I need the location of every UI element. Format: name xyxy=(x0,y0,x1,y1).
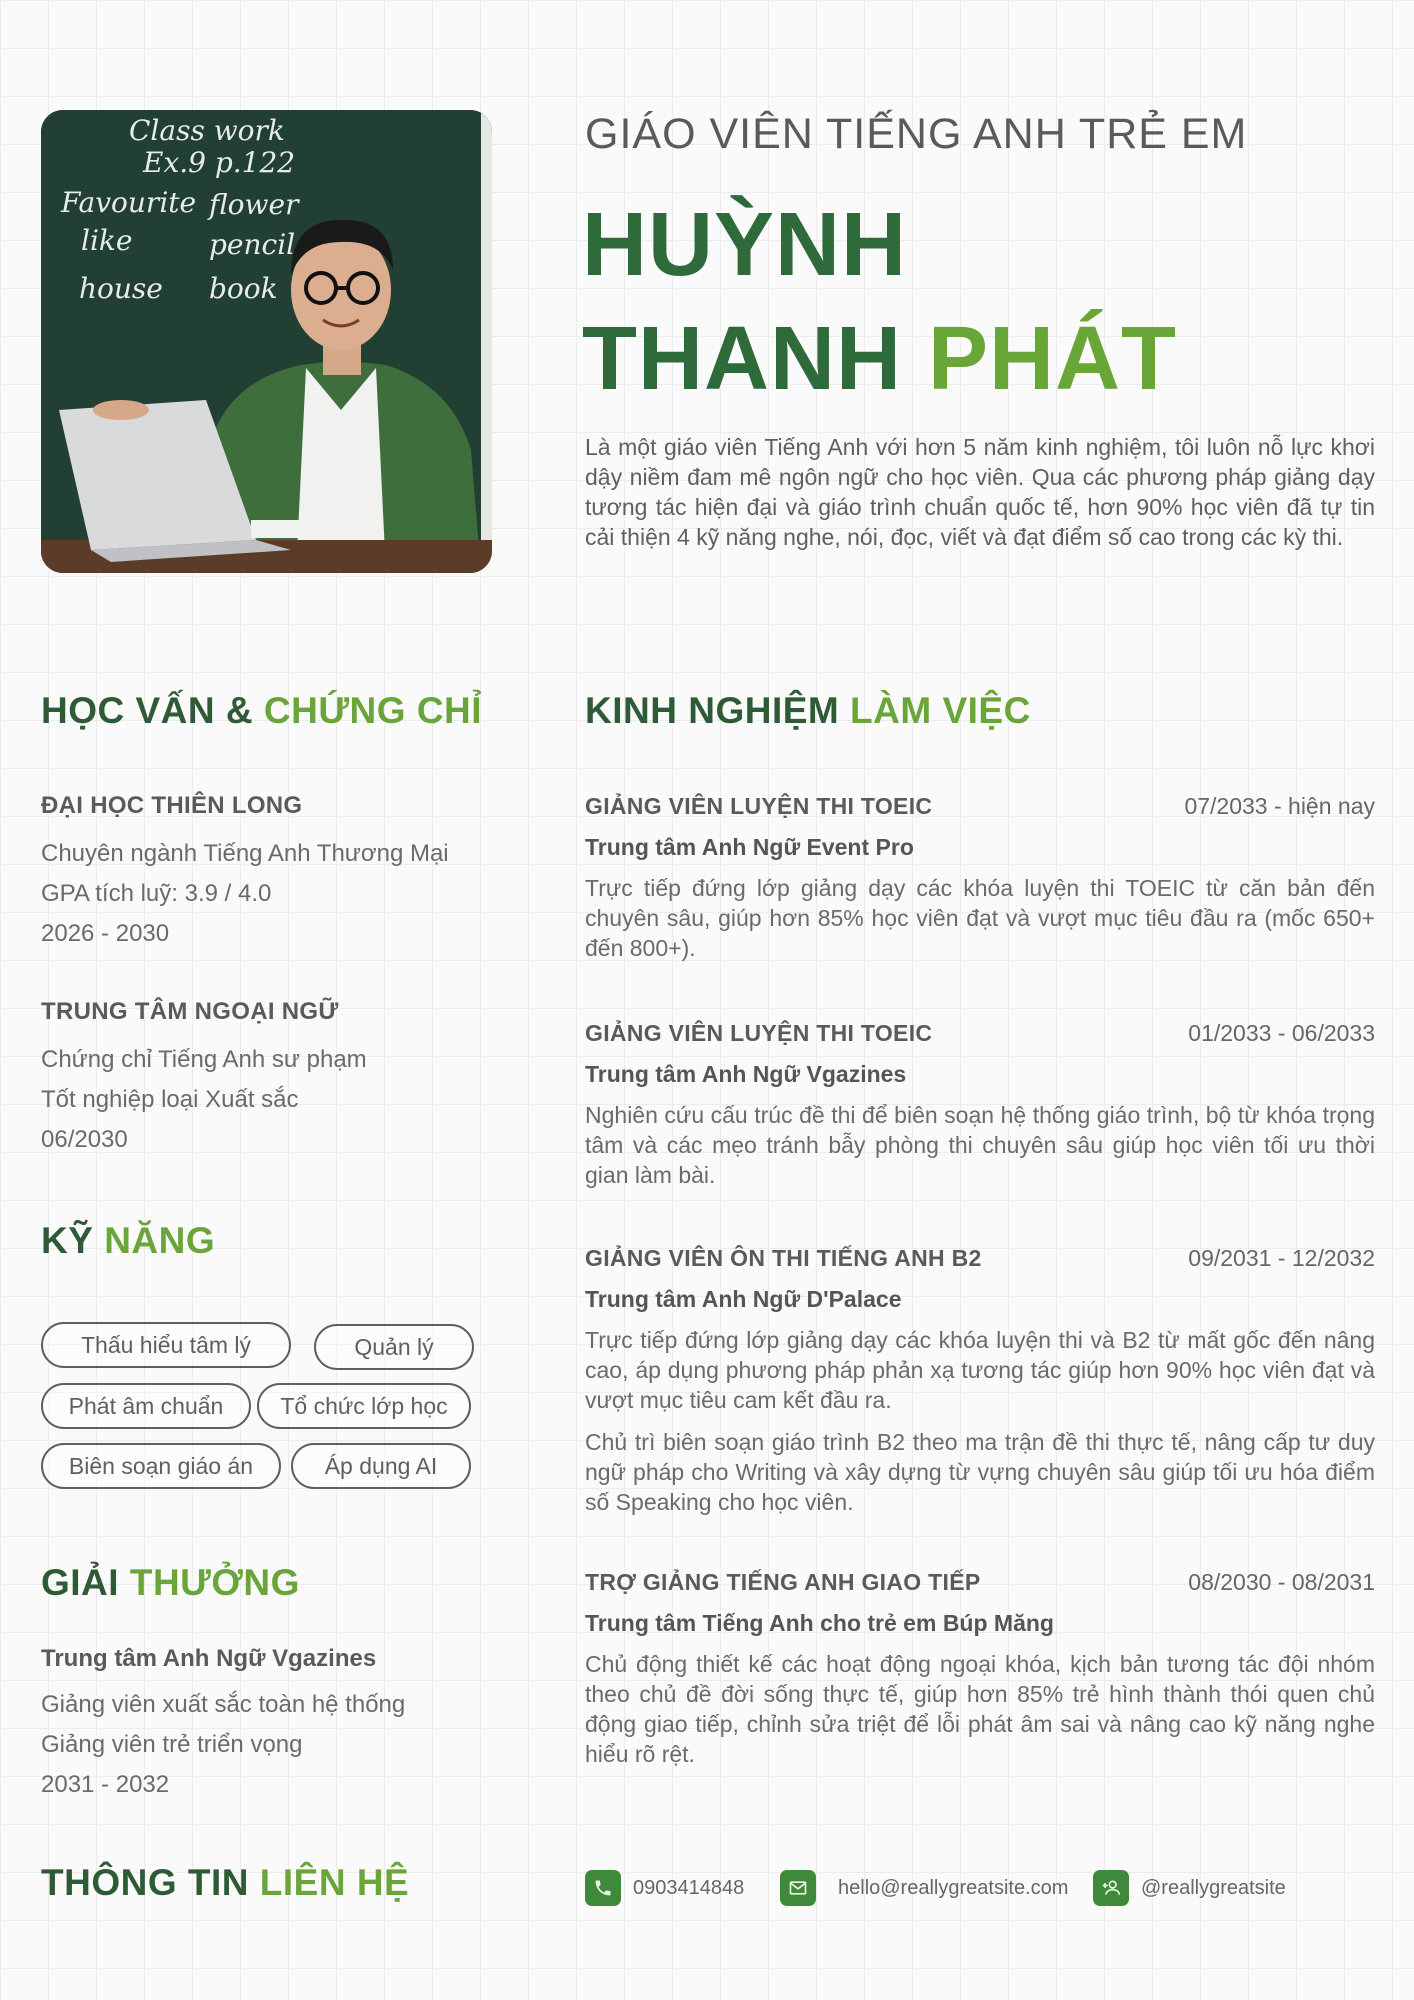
education-detail: Chứng chỉ Tiếng Anh sư phạm xyxy=(41,1046,367,1073)
chalk-text: flower xyxy=(209,188,299,221)
title-light: LIÊN HỆ xyxy=(259,1862,410,1903)
school-name: TRUNG TÂM NGOẠI NGỮ xyxy=(41,998,339,1025)
job-title: TRỢ GIẢNG TIẾNG ANH GIAO TIẾP xyxy=(585,1569,981,1595)
title-dark: GIẢI xyxy=(41,1562,120,1603)
name-last: PHÁT xyxy=(927,309,1177,409)
job-title: GIẢNG VIÊN ÔN THI TIẾNG ANH B2 xyxy=(585,1245,982,1271)
job-title: GIẢNG VIÊN LUYỆN THI TOEIC xyxy=(585,793,933,819)
title-light: LÀM VIỆC xyxy=(850,690,1031,731)
contact-title xyxy=(41,1862,409,1904)
job-description: Trực tiếp đứng lớp giảng dạy các khóa luyện thi và B2 từ mất gốc đến nâng cao, áp dụng phương pháp phản xạ tương tác giúp hơn 90% học viên đạt và vượt mục tiêu cam kết đầu ra. xyxy=(585,1327,1375,1413)
job-description: Chủ động thiết kế các hoạt động ngoại khóa, kịch bản tương tác đội nhóm theo chủ đề đời sống thực tế, giúp hơn 85% trẻ hình thành thói quen chủ động giao tiếp, chỉnh sửa triệt để lỗi phát âm sai và nâng cao kỹ năng nghe hiểu rõ rệt. xyxy=(585,1651,1375,1767)
title-light: CHỨNG CHỈ xyxy=(263,690,483,731)
job-item xyxy=(585,1020,1375,1190)
job-date: 07/2033 - hiện nay xyxy=(1184,793,1375,819)
title-dark: THÔNG TIN xyxy=(41,1862,249,1903)
job-date: 01/2033 - 06/2033 xyxy=(1188,1020,1375,1046)
skill-pill: Áp dụng AI xyxy=(291,1443,471,1489)
award-detail: Giảng viên xuất sắc toàn hệ thống xyxy=(41,1691,406,1718)
chalk-text: Class work xyxy=(129,114,285,147)
skills-title xyxy=(41,1220,215,1262)
education-detail: 2026 - 2030 xyxy=(41,920,170,947)
school-name: ĐẠI HỌC THIÊN LONG xyxy=(41,792,303,819)
chalk-text: book xyxy=(209,272,278,305)
job-item xyxy=(585,1569,1375,1769)
job-organization: Trung tâm Tiếng Anh cho trẻ em Búp Măng xyxy=(585,1610,1054,1636)
name-first: THANH xyxy=(582,309,902,409)
skill-pill: Thấu hiểu tâm lý xyxy=(41,1322,291,1368)
mail-icon xyxy=(780,1870,816,1906)
education-detail: Chuyên ngành Tiếng Anh Thương Mại xyxy=(41,840,449,867)
title-dark: KINH NGHIỆM xyxy=(585,690,840,731)
job-description: Nghiên cứu cấu trúc đề thi để biên soạn hệ thống giáo trình, bộ từ khóa trọng tâm và các mẹo tránh bẫy phòng thi chuyên sâu giúp học viên tối ưu thời gian làm bài. xyxy=(585,1102,1375,1188)
education-detail: GPA tích luỹ: 3.9 / 4.0 xyxy=(41,880,272,907)
title-light: NĂNG xyxy=(104,1220,216,1261)
education-item xyxy=(41,998,511,1160)
job-title: GIẢNG VIÊN LUYỆN THI TOEIC xyxy=(585,1020,933,1046)
education-item xyxy=(41,792,511,954)
title-dark: HỌC VẤN & xyxy=(41,690,254,731)
education-detail: Tốt nghiệp loại Xuất sắc xyxy=(41,1086,299,1113)
award-item xyxy=(41,1645,511,1805)
skill-pill: Quản lý xyxy=(314,1324,474,1370)
profile-summary: Là một giáo viên Tiếng Anh với hơn 5 năm kinh nghiệm, tôi luôn nỗ lực khơi dậy niềm đam mê ngôn ngữ cho học viên. Qua các phương pháp giảng dạy tương tác hiện đại và giáo trình chuẩn quốc tế, hơn 90% học viên đã tự tin cải thiện 4 kỹ năng nghe, nói, đọc, viết và đạt điểm số cao trong các kỳ thi. xyxy=(585,434,1375,550)
experience-title xyxy=(585,690,1031,732)
contact-email[interactable] xyxy=(780,1870,1068,1906)
job-description: Chủ trì biên soạn giáo trình B2 theo ma trận đề thi thực tế, nâng cấp tư duy ngữ pháp cho Writing và xây dựng từ vựng chuyên sâu giúp tối ưu hóa điểm số Speaking cho học viên. xyxy=(585,1429,1375,1515)
job-organization: Trung tâm Anh Ngữ Event Pro xyxy=(585,834,914,860)
chalk-text: house xyxy=(79,272,163,305)
skill-pill: Phát âm chuẩn xyxy=(41,1383,251,1429)
teacher-photo-illustration xyxy=(41,110,492,573)
chalk-text: pencil xyxy=(209,228,296,261)
email-address: hello@reallygreatsite.com xyxy=(838,1876,1069,1899)
job-date: 09/2031 - 12/2032 xyxy=(1188,1245,1375,1271)
award-detail: Giảng viên trẻ triển vọng xyxy=(41,1731,303,1758)
job-item xyxy=(585,793,1375,963)
job-date: 08/2030 - 08/2031 xyxy=(1188,1569,1375,1595)
chalk-text: Favourite xyxy=(61,186,197,219)
profile-photo xyxy=(41,110,492,573)
award-organization: Trung tâm Anh Ngữ Vgazines xyxy=(41,1645,377,1672)
name-line-2 xyxy=(582,309,1382,409)
skill-pill: Tổ chức lớp học xyxy=(257,1383,471,1429)
job-item xyxy=(585,1245,1375,1517)
phone-icon xyxy=(585,1870,621,1906)
job-subtitle: GIÁO VIÊN TIẾNG ANH TRẺ EM xyxy=(585,110,1248,158)
user-add-icon xyxy=(1093,1870,1129,1906)
chalk-text: Ex.9 p.122 xyxy=(143,146,296,179)
social-handle: @reallygreatsite xyxy=(1141,1876,1286,1899)
title-light: THƯỞNG xyxy=(129,1562,300,1603)
job-organization: Trung tâm Anh Ngữ D'Palace xyxy=(585,1286,902,1312)
title-dark: KỸ xyxy=(41,1220,94,1261)
name-line-1: HUỲNH xyxy=(582,195,908,295)
job-organization: Trung tâm Anh Ngữ Vgazines xyxy=(585,1061,907,1087)
awards-title xyxy=(41,1562,300,1604)
contact-social[interactable] xyxy=(1093,1870,1286,1906)
education-title xyxy=(41,690,482,732)
education-detail: 06/2030 xyxy=(41,1126,128,1153)
award-detail: 2031 - 2032 xyxy=(41,1771,170,1798)
contact-phone[interactable] xyxy=(585,1870,744,1906)
skill-pill: Biên soạn giáo án xyxy=(41,1443,281,1489)
job-description: Trực tiếp đứng lớp giảng dạy các khóa luyện thi TOEIC từ căn bản đến chuyên sâu, giúp hơn 85% học viên đạt và vượt mục tiêu đầu ra (mốc 650+ đến 800+). xyxy=(585,875,1375,961)
chalk-text: like xyxy=(81,224,133,257)
phone-number: 0903414848 xyxy=(633,1876,745,1899)
